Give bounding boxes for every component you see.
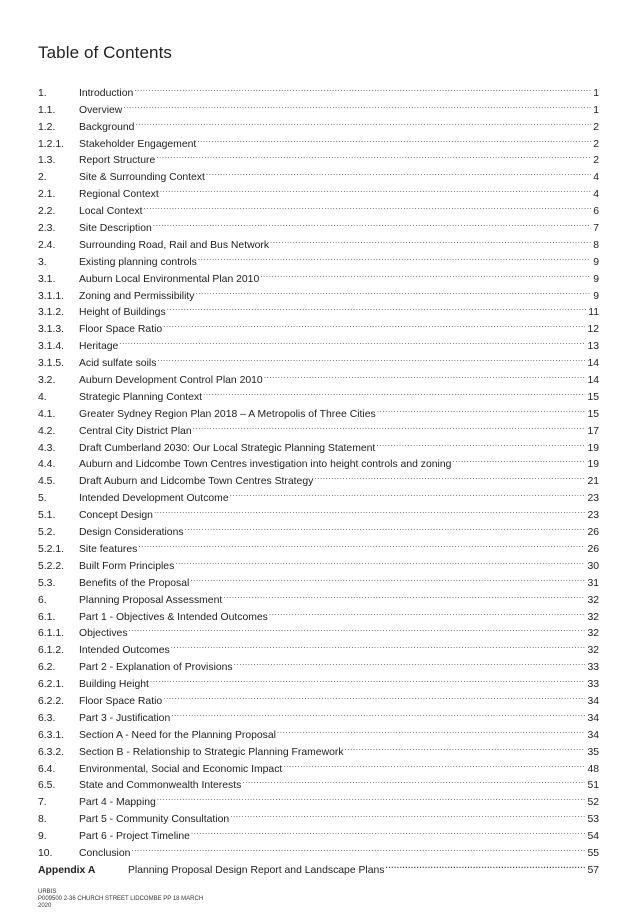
toc-entry-number: 9. xyxy=(38,831,47,843)
toc-entry-page-number: 35 xyxy=(587,746,599,758)
page-footer xyxy=(38,889,203,910)
toc-entry-title: Heritage xyxy=(79,341,119,353)
toc-entry-page-number: 9 xyxy=(593,290,599,302)
toc-dot-leader xyxy=(345,738,586,755)
toc-entry-number: 6.1.1. xyxy=(38,628,64,640)
toc-entry-title: Acid sulfate soils xyxy=(79,358,157,370)
toc-entry-page-number: 32 xyxy=(587,611,599,623)
toc-entry-page-number: 52 xyxy=(587,797,599,809)
toc-entry-title: Floor Space Ratio xyxy=(79,695,163,707)
toc-entry-title: Planning Proposal Assessment xyxy=(79,594,223,606)
toc-entry-page-number: 2 xyxy=(593,155,599,167)
toc-entry-number: 3.1.4. xyxy=(38,341,64,353)
toc-entry[interactable] xyxy=(38,349,599,370)
toc-dot-leader xyxy=(277,721,585,738)
toc-entry-page-number: 7 xyxy=(593,223,599,235)
toc-entry-page-number: 9 xyxy=(593,256,599,268)
toc-dot-leader xyxy=(385,856,585,873)
toc-entry-title: Draft Auburn and Lidcombe Town Centres Strategy xyxy=(79,476,314,488)
toc-dot-leader xyxy=(138,535,585,552)
toc-dot-leader xyxy=(203,383,585,400)
toc-entry-page-number: 54 xyxy=(587,831,599,843)
page-title: Table of Contents xyxy=(38,43,173,62)
toc-entry-number: 6.1.2. xyxy=(38,645,64,657)
toc-entry-title: Site & Surrounding Context xyxy=(79,172,205,184)
toc-dot-leader xyxy=(283,755,585,772)
toc-dot-leader xyxy=(198,248,591,265)
toc-entry-number: 5. xyxy=(38,493,47,505)
toc-entry-number: 2.1. xyxy=(38,189,56,201)
toc-dot-leader xyxy=(376,434,585,451)
toc-entry-page-number: 55 xyxy=(587,847,599,859)
toc-entry-page-number: 13 xyxy=(587,341,599,353)
toc-entry-title: Section B - Relationship to Strategic Planning Framework xyxy=(79,746,344,758)
toc-entry-number: 2.3. xyxy=(38,223,56,235)
toc-entry-page-number: 1 xyxy=(593,87,599,99)
toc-dot-leader xyxy=(119,332,585,349)
toc-dot-leader xyxy=(150,670,586,687)
toc-dot-leader xyxy=(175,552,585,569)
toc-entry-number: 1.2.1. xyxy=(38,138,64,150)
toc-entry-title: Benefits of the Proposal xyxy=(79,577,190,589)
toc-entry-title: Environmental, Social and Economic Impact xyxy=(79,763,283,775)
toc-entry-title: Part 2 - Explanation of Provisions xyxy=(79,662,233,674)
toc-dot-leader xyxy=(157,788,586,805)
toc-dot-leader xyxy=(190,569,585,586)
toc-entry-page-number: 34 xyxy=(587,729,599,741)
toc-dot-leader xyxy=(156,147,591,164)
toc-entry-page-number: 19 xyxy=(587,459,599,471)
toc-entry-title: Auburn and Lidcombe Town Centres investigation into height controls and zoning xyxy=(79,459,452,471)
toc-entry-number: 5.1. xyxy=(38,510,56,522)
toc-entry-number: 3. xyxy=(38,256,47,268)
toc-entry-page-number: 53 xyxy=(587,814,599,826)
toc-entry-page-number: 15 xyxy=(587,408,599,420)
toc-entry-title: Part 6 - Project Timeline xyxy=(79,831,190,843)
toc-entry-number: 6.3.1. xyxy=(38,729,64,741)
toc-dot-leader xyxy=(193,417,586,434)
toc-entry-page-number: 9 xyxy=(593,273,599,285)
toc-entry-page-number: 34 xyxy=(587,695,599,707)
footer-document-ref: P009500 2-36 CHURCH STREET LIDCOMBE PP 18 MARCH xyxy=(38,896,204,902)
toc-entry-number: 5.3. xyxy=(38,577,56,589)
toc-entry-title: Part 1 - Objectives & Intended Outcomes xyxy=(79,611,268,623)
toc-dot-leader xyxy=(185,518,586,535)
toc-entry-page-number: 2 xyxy=(593,138,599,150)
toc-entry-number: 5.2. xyxy=(38,527,56,539)
toc-dot-leader xyxy=(157,349,585,366)
toc-entry-page-number: 14 xyxy=(587,358,599,370)
toc-entry-title: Floor Space Ratio xyxy=(79,324,163,336)
toc-entry-page-number: 4 xyxy=(593,189,599,201)
toc-entry-title: Part 5 - Community Consultation xyxy=(79,814,230,826)
toc-entry-number: 4. xyxy=(38,391,47,403)
toc-dot-leader xyxy=(230,805,585,822)
toc-entry-title: Section A - Need for the Planning Proposal xyxy=(79,729,276,741)
toc-dot-leader xyxy=(260,265,591,282)
toc-entry-page-number: 33 xyxy=(587,679,599,691)
toc-entry-number: Appendix A xyxy=(38,864,96,876)
toc-entry-page-number: 4 xyxy=(593,172,599,184)
toc-dot-leader xyxy=(135,113,591,130)
toc-entry-number: 6.4. xyxy=(38,763,56,775)
toc-entry-title: Height of Buildings xyxy=(79,307,166,319)
toc-dot-leader xyxy=(160,180,592,197)
toc-entry-number: 3.1.3. xyxy=(38,324,64,336)
toc-entry-number: 4.4. xyxy=(38,459,56,471)
toc-entry-title: Part 4 - Mapping xyxy=(79,797,156,809)
toc-dot-leader xyxy=(242,772,585,789)
toc-entry-title: Building Height xyxy=(79,679,149,691)
toc-entry-title: Planning Proposal Design Report and Landscape Plans xyxy=(128,864,385,876)
toc-entry-page-number: 57 xyxy=(587,864,599,876)
toc-entry-page-number: 14 xyxy=(587,375,599,387)
toc-entry-number: 4.1. xyxy=(38,408,56,420)
toc-dot-leader xyxy=(163,315,585,332)
toc-entry-page-number: 15 xyxy=(587,391,599,403)
toc-entry-title: Stakeholder Engagement xyxy=(79,138,197,150)
toc-entry-page-number: 26 xyxy=(587,527,599,539)
toc-entry-page-number: 8 xyxy=(593,239,599,251)
toc-entry-number: 7. xyxy=(38,797,47,809)
toc-entry-number: 3.1. xyxy=(38,273,56,285)
toc-entry-title: Background xyxy=(79,121,135,133)
toc-entry-page-number: 6 xyxy=(593,206,599,218)
toc-entry-number: 10. xyxy=(38,847,53,859)
toc-dot-leader xyxy=(123,96,591,113)
toc-entry-page-number: 21 xyxy=(587,476,599,488)
toc-entry-number: 3.1.2. xyxy=(38,307,64,319)
toc-entry-number: 4.3. xyxy=(38,442,56,454)
toc-dot-leader xyxy=(206,163,591,180)
toc-entry-page-number: 48 xyxy=(587,763,599,775)
toc-entry-title: Conclusion xyxy=(79,847,131,859)
toc-entry-page-number: 33 xyxy=(587,662,599,674)
toc-entry-number: 6.5. xyxy=(38,780,56,792)
toc-dot-leader xyxy=(191,822,586,839)
toc-dot-leader xyxy=(269,603,586,620)
toc-entry-number: 6.2. xyxy=(38,662,56,674)
toc-dot-leader xyxy=(264,366,586,383)
toc-entry-number: 3.1.1. xyxy=(38,290,64,302)
toc-entry-page-number: 12 xyxy=(587,324,599,336)
toc-dot-leader xyxy=(134,79,591,96)
footer-year: 2020 xyxy=(38,903,52,909)
toc-dot-leader xyxy=(234,653,586,670)
toc-entry[interactable] xyxy=(38,79,599,99)
toc-entry-number: 2. xyxy=(38,172,47,184)
toc-dot-leader xyxy=(131,839,585,856)
toc-entry-number: 5.2.1. xyxy=(38,543,64,555)
toc-dot-leader xyxy=(167,299,587,316)
toc-entry-number: 1.1. xyxy=(38,104,56,116)
toc-entry-page-number: 32 xyxy=(587,628,599,640)
table-of-contents xyxy=(38,79,599,876)
toc-entry-page-number: 34 xyxy=(587,712,599,724)
toc-dot-leader xyxy=(197,130,591,147)
toc-entry-page-number: 1 xyxy=(593,104,599,116)
toc-dot-leader xyxy=(230,484,586,501)
toc-entry-title: Objectives xyxy=(79,628,128,640)
toc-entry[interactable] xyxy=(38,332,599,353)
toc-entry-title: Surrounding Road, Rail and Bus Network xyxy=(79,239,270,251)
toc-entry-title: Greater Sydney Region Plan 2018 – A Metropolis of Three Cities xyxy=(79,408,376,420)
toc-entry-title: Existing planning controls xyxy=(79,256,197,268)
toc-entry-page-number: 32 xyxy=(587,645,599,657)
toc-entry-title: Auburn Development Control Plan 2010 xyxy=(79,375,263,387)
toc-entry-title: Auburn Local Environmental Plan 2010 xyxy=(79,273,260,285)
toc-entry-number: 5.2.2. xyxy=(38,560,64,572)
toc-entry-title: Introduction xyxy=(79,87,134,99)
toc-dot-leader xyxy=(163,687,585,704)
toc-entry-number: 6.1. xyxy=(38,611,56,623)
toc-dot-leader xyxy=(223,586,585,603)
toc-entry-page-number: 51 xyxy=(587,780,599,792)
toc-entry-number: 1.3. xyxy=(38,155,56,167)
toc-entry-page-number: 11 xyxy=(588,307,599,319)
toc-entry-number: 6. xyxy=(38,594,47,606)
toc-entry-title: Regional Context xyxy=(79,189,159,201)
toc-entry-number: 3.2. xyxy=(38,375,56,387)
toc-dot-leader xyxy=(196,282,592,299)
toc-entry-number: 2.4. xyxy=(38,239,56,251)
toc-entry-number: 4.2. xyxy=(38,425,56,437)
toc-entry-number: 6.3.2. xyxy=(38,746,64,758)
toc-entry-page-number: 2 xyxy=(593,121,599,133)
toc-entry-title: Zoning and Permissibility xyxy=(79,290,195,302)
toc-entry-title: Concept Design xyxy=(79,510,153,522)
toc-entry-page-number: 23 xyxy=(587,510,599,522)
toc-entry-title: Intended Development Outcome xyxy=(79,493,229,505)
toc-dot-leader xyxy=(314,467,585,484)
toc-dot-leader xyxy=(377,400,586,417)
toc-entry-number: 6.2.2. xyxy=(38,695,64,707)
toc-entry-title: State and Commonwealth Interests xyxy=(79,780,242,792)
toc-entry-title: Site Description xyxy=(79,223,152,235)
toc-entry-page-number: 31 xyxy=(587,577,599,589)
toc-entry-title: Design Considerations xyxy=(79,527,184,539)
toc-entry-title: Central City District Plan xyxy=(79,425,192,437)
toc-entry-page-number: 30 xyxy=(587,560,599,572)
toc-entry-title: Overview xyxy=(79,104,123,116)
toc-dot-leader xyxy=(129,620,586,637)
toc-dot-leader xyxy=(153,214,591,231)
toc-entry-number: 6.3. xyxy=(38,712,56,724)
toc-entry-page-number: 17 xyxy=(587,425,599,437)
toc-entry-number: 4.5. xyxy=(38,476,56,488)
toc-entry-title: Draft Cumberland 2030: Our Local Strategic Planning Statement xyxy=(79,442,376,454)
toc-entry-title: Built Form Principles xyxy=(79,560,175,572)
toc-entry-title: Strategic Planning Context xyxy=(79,391,203,403)
toc-entry-page-number: 32 xyxy=(587,594,599,606)
toc-entry-page-number: 19 xyxy=(587,442,599,454)
toc-entry-title: Local Context xyxy=(79,206,143,218)
toc-entry-title: Intended Outcomes xyxy=(79,645,170,657)
toc-dot-leader xyxy=(144,197,592,214)
toc-entry-page-number: 23 xyxy=(587,493,599,505)
toc-dot-leader xyxy=(154,501,586,518)
toc-entry-page-number: 26 xyxy=(587,543,599,555)
toc-entry-number: 1. xyxy=(38,87,47,99)
toc-entry-number: 6.2.1. xyxy=(38,679,64,691)
toc-dot-leader xyxy=(171,636,586,653)
footer-company: URBIS xyxy=(38,889,57,895)
toc-entry-number: 2.2. xyxy=(38,206,56,218)
toc-entry-number: 1.2. xyxy=(38,121,56,133)
toc-entry-title: Site features xyxy=(79,543,138,555)
toc-entry-number: 8. xyxy=(38,814,47,826)
toc-dot-leader xyxy=(270,231,591,248)
toc-dot-leader xyxy=(171,704,585,721)
toc-entry-title: Part 3 - Justification xyxy=(79,712,171,724)
toc-dot-leader xyxy=(452,451,585,468)
toc-entry-number: 3.1.5. xyxy=(38,358,64,370)
toc-entry-title: Report Structure xyxy=(79,155,156,167)
